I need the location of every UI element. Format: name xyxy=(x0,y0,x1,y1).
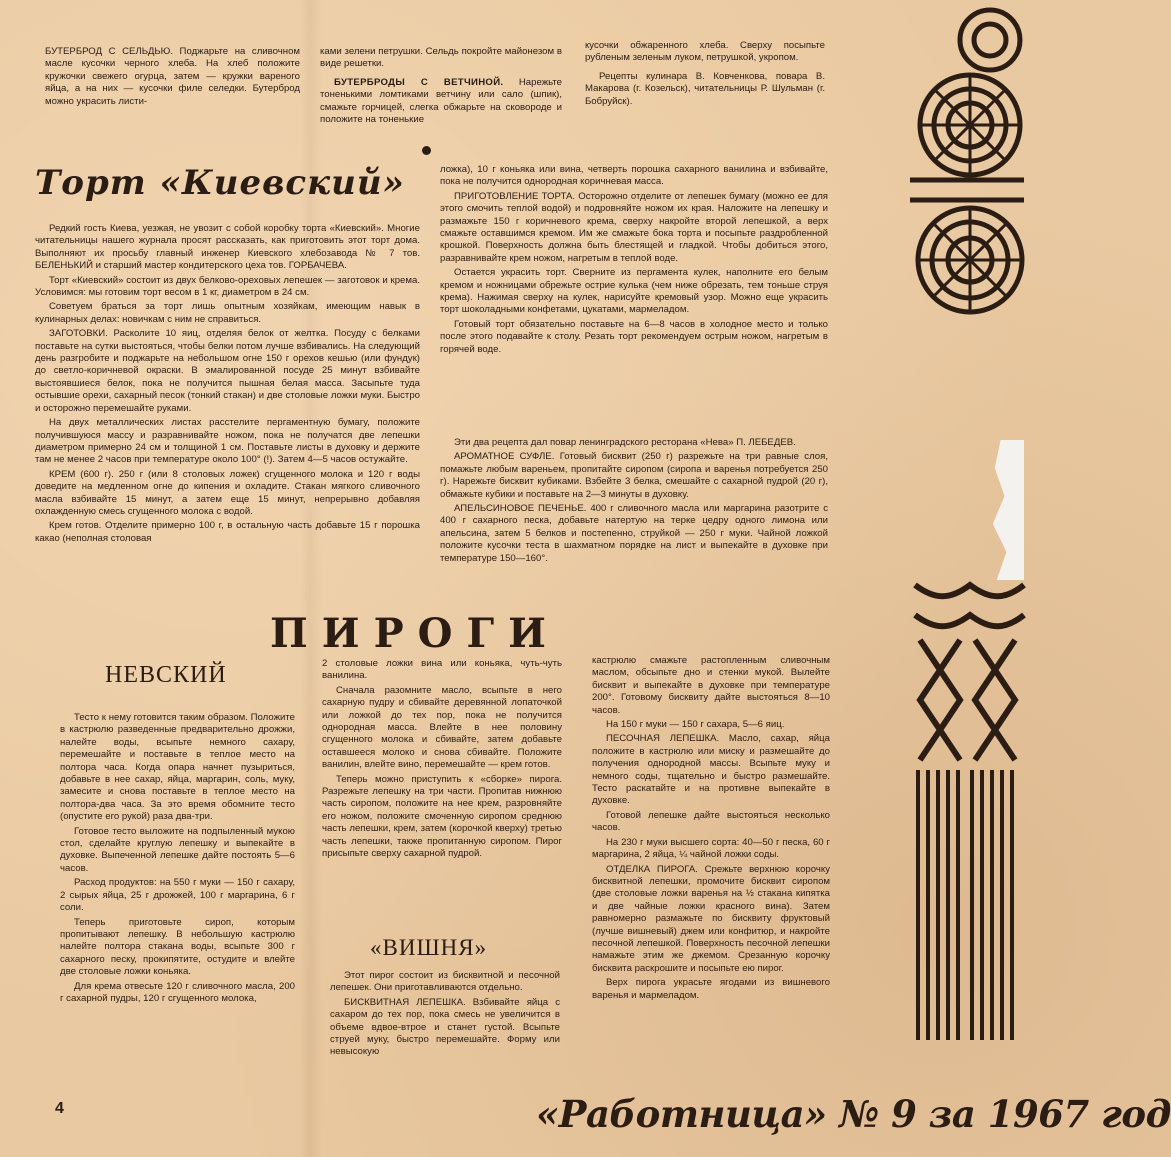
vishnya-shortbread-rest: Готовой лепешке дайте выстояться несколько часов. xyxy=(592,809,830,834)
nevsky-cream-continued: 2 столовые ложки вина или коньяка, чуть-чуть ванилина. xyxy=(322,658,562,682)
nevsky-baking: Готовое тесто выложите на подпыленный мукою стол, сделайте круглую лепешку и выпекайте в духовке. Выпеченной лепешке дайте постоять 5—6 часов. xyxy=(60,825,295,874)
lace-rosette-top xyxy=(910,10,1024,312)
vishnya-biscuit-continued: кастрюлю смажьте растопленным сливочным маслом, обсыпьте дно и стенки мукой. Вылейте бисквит и выпекайте в духовке при температуре 200°. Готовому бисквиту дайте выстояться 8—10 часов. xyxy=(592,655,830,716)
vishnya-finishing: ОТДЕЛКА ПИРОГА. Срежьте верхнюю корочку бисквитной лепешки, промочите бисквит сиропом (две столовые ложки варенья на ½ стакана кипятка и две чайные ложки красного вина). Затем равномерно размажьте по бисквиту фруктовый (лучше вишневый) джем или конфитюр, и накройте песочной лепешкой. Поверхность песочной лепешки намажьте этим же джемом. Срезанную корочку бисквита раскрошите и посыпьте ею пирог. xyxy=(592,863,830,974)
vishnya-topping: Верх пирога украсьте ягодами из вишневого варенья и мармеладом. xyxy=(592,977,830,1001)
kievsky-cake-title: Торт «Киевский» xyxy=(35,163,405,203)
kievsky-cream-continued: Крем готов. Отделите примерно 100 г, в остальную часть добавьте 15 г порошка какао (неполная столовая xyxy=(35,520,420,544)
souffle-recipe: АРОМАТНОЕ СУФЛЕ. Готовый бисквит (250 г) разрежьте на три равные слоя, помажьте любым вареньем, пропитайте сиропом (сиропа и варенья потребуется 250 г). Нарежьте бисквит кубиками. Взбейте 3 белка, смешайте с сахарной пудрой (20 г), обмажьте кубики и поставьте на 2—3 минуты в духовку. xyxy=(440,451,828,500)
page-number: 4 xyxy=(55,1100,64,1117)
leningrad-intro: Эти два рецепта дал повар ленинградского ресторана «Нева» П. ЛЕБЕДЕВ. xyxy=(454,437,796,448)
vishnya-column-3 xyxy=(592,655,830,1004)
kievsky-serving: Готовый торт обязательно поставьте на 6—8 часов в холодное место и только после этого подавайте к столу. Резать торт рекомендуем острым ножом, нагретым в горячей воде. xyxy=(440,318,828,355)
macrame-band xyxy=(915,585,1024,760)
nevsky-column-1 xyxy=(60,712,295,1007)
leningrad-recipes xyxy=(440,437,828,567)
ham-sandwich-lead: БУТЕРБРОДЫ С ВЕТЧИНОЙ. xyxy=(334,76,504,88)
ham-sandwich-text: Нарежьте тоненькими ломтиками ветчину или сало (шпик), смажьте горчицей, слегка обжарьте на сковороде и положите на тоненькие xyxy=(320,76,562,126)
vishnya-biscuit: БИСКВИТНАЯ ЛЕПЕШКА. Взбивайте яйца с сахаром до тех пор, пока смесь не увеличится в объеме вдвое-втрое и станет густой. Всыпьте струей муку, быстро перемешайте. Форму или невысокую xyxy=(330,996,560,1058)
pirogi-section-title: ПИРОГИ xyxy=(270,610,560,657)
top-recipe-col2 xyxy=(320,46,562,128)
kievsky-composition: Торт «Киевский» состоит из двух белково-ореховых лепешек — заготовок и крема. Условимся: мы готовим торт весом в 1 кг, диаметром в 24 см. xyxy=(35,274,420,299)
vishnya-biscuit-ingredients: На 150 г муки — 150 г сахара, 5—6 яиц. xyxy=(606,719,785,731)
kievsky-advice: Советуем браться за торт лишь опытным хозяйкам, имеющим навык в кулинарных делах: новичкам с ним не справиться. xyxy=(35,301,420,325)
vishnya-title: «ВИШНЯ» xyxy=(370,935,488,960)
kievsky-right-column xyxy=(440,164,828,358)
nevsky-title: НЕВСКИЙ xyxy=(105,662,227,688)
top-recipe-col3 xyxy=(585,40,825,110)
ham-continued-text: кусочки обжаренного хлеба. Сверху посыпьте рубленым зеленым луком, петрушкой, укропом. xyxy=(585,40,825,64)
kievsky-decoration: Остается украсить торт. Сверните из пергамента кулек, наполните его белым кремом и ножницами обрежьте острие кулька (чем ниже обрезать, тем тоньше струя крема). Нажимая сверху на кулек, нарисуйте кремовый узор. Можно еще украсить торт шоколадными конфетами, цукатами, мармеладом. xyxy=(440,267,828,316)
orange-cookies-recipe: АПЕЛЬСИНОВОЕ ПЕЧЕНЬЕ. 400 г сливочного масла или маргарина разотрите с 400 г сахарного песка, добавьте натертую на терке цедру одного лимона или апельсина, затем 5 белков и постепенно, струйкой — 250 г муки. Чайной ложкой положите кусочки теста в шахматном порядке на лист и выпекайте в духовке при температуре 150—160°. xyxy=(440,503,828,564)
kievsky-baking: На двух металлических листах расстелите пергаментную бумагу, положите получившуюся массу и разравнивайте ножом, пока не получатся две лепешки диаметром примерно 24 см и толщиной 1 см. Поставьте листы в духовку и держите там не менее 2 часов при температуре около 100° (!). Затем 4—5 часов остужайте. xyxy=(35,417,420,466)
nevsky-column-2 xyxy=(322,658,562,863)
vishnya-shortbread-ingredients: На 230 г муки высшего сорта: 40—50 г песка, 60 г маргарина, 2 яйца, ¼ чайной ложки соды. xyxy=(592,836,830,861)
divider-dot xyxy=(422,146,431,155)
kievsky-preparations: ЗАГОТОВКИ. Расколите 10 яиц, отделяя белок от желтка. Посуду с белками поставьте на сутки выстояться, чтобы белки потом лучше взбивались. На следующий день разгробите и поджарьте на небольшом огне 150 г орехов кешью (или фундук) до светло-коричневой окраски. В эмалированной посуде 25 минут взбивайте выстоявшиеся белок, пока не получится пышная белая масса. Засыпьте туда остывшие орехи, сахарный песок (тонкий стакан) и две столовые ложки муки. Быстро и осторожно перемешайте руками. xyxy=(35,328,420,414)
nevsky-ingredients: Расход продуктов: на 550 г муки — 150 г сахару, 2 сырых яйца, 25 г дрожжей, 100 г маргарина, 6 г соли. xyxy=(60,877,295,914)
kievsky-assembly: ПРИГОТОВЛЕНИЕ ТОРТА. Осторожно отделите от лепешек бумагу (можно ее для этого смочить теплой водой) и подровняйте ножом их края. Наложите на лепешку и размажьте 150 г коричневого крема, сверху накройте второй лепешкой, а верх смажьте оставшимся кремом. Им же смажьте бока торта и посыпьте раздробленной крошкой. Поверхность должна быть блестящей и гладкой. Чтобы добиться этого, разравнивайте крем ножом, нагретым в теплой воде. xyxy=(440,190,828,264)
vishnya-intro: Этот пирог состоит из бисквитной и песочной лепешек. Они приготавливаются отдельно. xyxy=(330,970,560,994)
kievsky-cream: КРЕМ (600 г). 250 г (или 8 столовых ложек) сгущенного молока и 120 г воды доведите на медленном огне до кипения и охладите. Стакан мягкого сливочного масла взбивайте 15 минут, а затем еще 15 минут, непрерывно добавляя охлажденную смесь сгущенного молока с водой. xyxy=(35,468,420,517)
kievsky-intro: Редкий гость Киева, уезжая, не увозит с собой коробку торта «Киевский». Многие читательницы нашего журнала просят рассказать, как приготовить этот торт дома. Выполняют их просьбу главный инженер Киевского хлебозавода № 7 тов. БЕЛЕНЬКИЙ и старший мастер кондитерского цеха тов. ГОРБАЧЕВА. xyxy=(35,223,420,272)
nevsky-assembly: Теперь можно приступить к «сборке» пирога. Разрежьте лепешку на три части. Пропитав нижнюю часть сиропом, положите на нее крем, разровняйте его ножом, положите смоченную сиропом среднюю часть лепешки, крем, затем (корочкой кверху) третью часть лепешки, также пропитанную сиропом. Пирог присыпьте сверху сахарной пудрой. xyxy=(322,773,562,860)
kievsky-left-column xyxy=(35,223,420,547)
recipes-credit: Рецепты кулинара В. Ковченкова, повара В. Макарова (г. Козельск), читательницы Р. Шульман (г. Бобруйск). xyxy=(585,70,825,107)
vishnya-column xyxy=(330,970,560,1061)
herring-continued-text: ками зелени петрушки. Сельдь покройте майонезом в виде решетки. xyxy=(320,46,562,70)
nevsky-cream: Для крема отвесьте 120 г сливочного масла, 200 г сахарной пудры, 120 г сгущенного молока, xyxy=(60,980,295,1004)
top-recipe-col1 xyxy=(45,46,300,110)
vishnya-shortbread: ПЕСОЧНАЯ ЛЕПЕШКА. Масло, сахар, яйца положите в кастрюлю или миску и размешайте до получения однородной массы. Всыпьте муку и немного соды, тщательно и быстро размешайте. Тесто раскатайте и на противне выпекайте в духовке. xyxy=(592,733,830,807)
nevsky-dough: Тесто к нему готовится таким образом. Положите в кастрюлю разведенные предварительно дрожжи, налейте воды, всыпьте немного сахару, перемешайте и поставьте в теплое место на полтора часа. Когда опара начнет пузыриться, добавьте в нее сахар, яйца, маргарин, соль, муку, замесите и снова поставьте в теплое место на полтора-два часа. За это время обомните тесто (опустите его рукой) раза два-три. xyxy=(60,712,295,823)
sandwich-herring-text: БУТЕРБРОД С СЕЛЬДЬЮ. Поджарьте на сливочном масле кусочки черного хлеба. На хлеб положите кружочки свежего огурца, затем — кружки вареного яйца, а на них — кусочки филе селедки. Бутерброд можно украсить листи- xyxy=(45,46,300,107)
kievsky-cream-end: ложка), 10 г коньяка или вина, четверть порошка сахарного ванилина и взбивайте, пока не получится однородная коричневая масса. xyxy=(440,164,828,188)
magazine-caption: «Работница» № 9 за 1967 год xyxy=(536,1092,1171,1136)
macrame-fringe xyxy=(918,770,1012,1040)
ham-sandwich-paragraph xyxy=(320,77,562,127)
nevsky-cream-method: Сначала разомните масло, всыпьте в него сахарную пудру и сбивайте деревянной лопаточкой или ложкой до тех пор, пока не получится однородная масса. Влейте в нее половину сгущенного молока и сбивайте, затем добавьте оставшееся молоко и снова сбивайте. Положите ванилин, влейте вино, перемешайте — крем готов. xyxy=(322,684,562,771)
nevsky-syrup: Теперь приготовьте сироп, которым пропитывают лепешку. В небольшую кастрюлю налейте полтора стакана воды, всыпьте 300 г сахарного песку, прокипятите, остудите и влейте две столовые ложки коньяка. xyxy=(60,916,295,978)
